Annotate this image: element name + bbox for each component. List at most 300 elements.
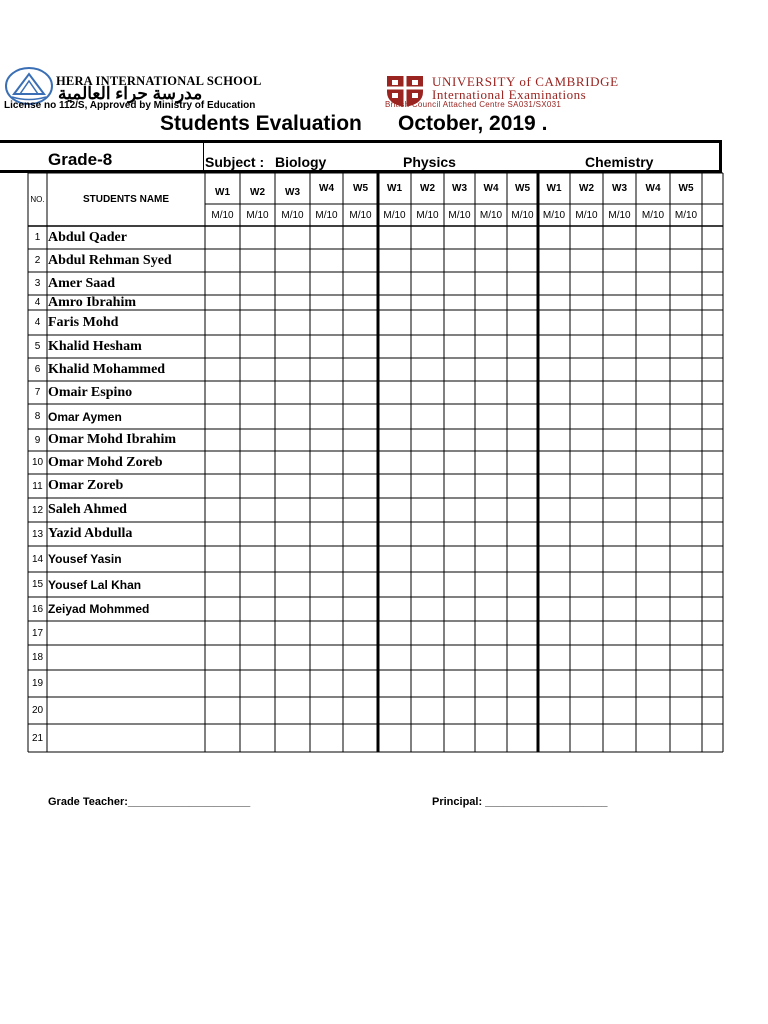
- mark-cell[interactable]: [475, 697, 507, 724]
- mark-cell[interactable]: [570, 724, 603, 752]
- mark-cell[interactable]: [310, 597, 343, 621]
- mark-cell[interactable]: [538, 381, 570, 404]
- mark-cell[interactable]: [570, 381, 603, 404]
- mark-cell[interactable]: [702, 474, 723, 498]
- mark-cell[interactable]: [570, 597, 603, 621]
- mark-cell[interactable]: [444, 572, 475, 597]
- mark-cell[interactable]: [240, 474, 275, 498]
- mark-cell[interactable]: [310, 645, 343, 670]
- mark-cell[interactable]: [240, 645, 275, 670]
- mark-cell[interactable]: [310, 249, 343, 272]
- mark-cell[interactable]: [603, 295, 636, 310]
- mark-cell[interactable]: [538, 272, 570, 295]
- mark-cell[interactable]: [444, 310, 475, 335]
- mark-cell[interactable]: [702, 597, 723, 621]
- mark-cell[interactable]: [378, 597, 411, 621]
- mark-cell[interactable]: [275, 381, 310, 404]
- mark-cell[interactable]: [603, 335, 636, 358]
- mark-cell[interactable]: [670, 272, 702, 295]
- mark-cell[interactable]: [205, 310, 240, 335]
- mark-cell[interactable]: [378, 404, 411, 429]
- mark-cell[interactable]: [411, 310, 444, 335]
- mark-cell[interactable]: [570, 572, 603, 597]
- mark-cell[interactable]: [507, 451, 538, 474]
- mark-cell[interactable]: [411, 381, 444, 404]
- mark-cell[interactable]: [310, 522, 343, 546]
- mark-cell[interactable]: [343, 404, 378, 429]
- mark-cell[interactable]: [310, 310, 343, 335]
- mark-cell[interactable]: [538, 597, 570, 621]
- mark-cell[interactable]: [570, 474, 603, 498]
- mark-cell[interactable]: [507, 358, 538, 381]
- mark-cell[interactable]: [411, 670, 444, 697]
- mark-cell[interactable]: [670, 597, 702, 621]
- mark-cell[interactable]: [275, 522, 310, 546]
- mark-cell[interactable]: [444, 381, 475, 404]
- mark-cell[interactable]: [240, 621, 275, 645]
- mark-cell[interactable]: [275, 295, 310, 310]
- mark-cell[interactable]: [411, 522, 444, 546]
- mark-cell[interactable]: [507, 295, 538, 310]
- mark-cell[interactable]: [507, 522, 538, 546]
- mark-cell[interactable]: [343, 310, 378, 335]
- mark-cell[interactable]: [570, 697, 603, 724]
- mark-cell[interactable]: [475, 272, 507, 295]
- mark-cell[interactable]: [570, 621, 603, 645]
- mark-cell[interactable]: [570, 498, 603, 522]
- mark-cell[interactable]: [411, 724, 444, 752]
- mark-cell[interactable]: [670, 645, 702, 670]
- mark-cell[interactable]: [702, 621, 723, 645]
- mark-cell[interactable]: [636, 498, 670, 522]
- mark-cell[interactable]: [636, 546, 670, 572]
- mark-cell[interactable]: [670, 226, 702, 249]
- mark-cell[interactable]: [475, 249, 507, 272]
- mark-cell[interactable]: [310, 358, 343, 381]
- mark-cell[interactable]: [507, 645, 538, 670]
- mark-cell[interactable]: [378, 335, 411, 358]
- mark-cell[interactable]: [570, 358, 603, 381]
- mark-cell[interactable]: [343, 645, 378, 670]
- mark-cell[interactable]: [636, 335, 670, 358]
- mark-cell[interactable]: [444, 404, 475, 429]
- mark-cell[interactable]: [475, 724, 507, 752]
- mark-cell[interactable]: [240, 522, 275, 546]
- mark-cell[interactable]: [538, 697, 570, 724]
- mark-cell[interactable]: [507, 404, 538, 429]
- mark-cell[interactable]: [702, 404, 723, 429]
- mark-cell[interactable]: [507, 310, 538, 335]
- mark-cell[interactable]: [603, 670, 636, 697]
- mark-cell[interactable]: [702, 226, 723, 249]
- mark-cell[interactable]: [240, 597, 275, 621]
- mark-cell[interactable]: [603, 249, 636, 272]
- mark-cell[interactable]: [310, 272, 343, 295]
- mark-cell[interactable]: [343, 358, 378, 381]
- mark-cell[interactable]: [570, 295, 603, 310]
- mark-cell[interactable]: [240, 272, 275, 295]
- mark-cell[interactable]: [378, 572, 411, 597]
- mark-cell[interactable]: [343, 597, 378, 621]
- mark-cell[interactable]: [538, 498, 570, 522]
- mark-cell[interactable]: [570, 645, 603, 670]
- mark-cell[interactable]: [240, 358, 275, 381]
- mark-cell[interactable]: [636, 621, 670, 645]
- mark-cell[interactable]: [310, 404, 343, 429]
- mark-cell[interactable]: [636, 358, 670, 381]
- mark-cell[interactable]: [670, 249, 702, 272]
- mark-cell[interactable]: [444, 621, 475, 645]
- mark-cell[interactable]: [310, 621, 343, 645]
- mark-cell[interactable]: [603, 498, 636, 522]
- mark-cell[interactable]: [538, 621, 570, 645]
- mark-cell[interactable]: [636, 249, 670, 272]
- mark-cell[interactable]: [538, 645, 570, 670]
- mark-cell[interactable]: [507, 621, 538, 645]
- mark-cell[interactable]: [378, 249, 411, 272]
- mark-cell[interactable]: [378, 498, 411, 522]
- mark-cell[interactable]: [205, 546, 240, 572]
- mark-cell[interactable]: [240, 724, 275, 752]
- mark-cell[interactable]: [240, 404, 275, 429]
- mark-cell[interactable]: [507, 249, 538, 272]
- mark-cell[interactable]: [205, 451, 240, 474]
- mark-cell[interactable]: [411, 335, 444, 358]
- mark-cell[interactable]: [570, 429, 603, 451]
- mark-cell[interactable]: [507, 335, 538, 358]
- mark-cell[interactable]: [378, 310, 411, 335]
- mark-cell[interactable]: [240, 226, 275, 249]
- mark-cell[interactable]: [411, 474, 444, 498]
- mark-cell[interactable]: [240, 670, 275, 697]
- mark-cell[interactable]: [538, 226, 570, 249]
- mark-cell[interactable]: [636, 381, 670, 404]
- mark-cell[interactable]: [670, 724, 702, 752]
- mark-cell[interactable]: [475, 226, 507, 249]
- mark-cell[interactable]: [444, 597, 475, 621]
- mark-cell[interactable]: [205, 272, 240, 295]
- mark-cell[interactable]: [275, 597, 310, 621]
- mark-cell[interactable]: [702, 358, 723, 381]
- mark-cell[interactable]: [538, 358, 570, 381]
- mark-cell[interactable]: [603, 451, 636, 474]
- mark-cell[interactable]: [444, 226, 475, 249]
- mark-cell[interactable]: [636, 272, 670, 295]
- mark-cell[interactable]: [702, 522, 723, 546]
- mark-cell[interactable]: [603, 572, 636, 597]
- mark-cell[interactable]: [603, 621, 636, 645]
- mark-cell[interactable]: [670, 697, 702, 724]
- mark-cell[interactable]: [310, 474, 343, 498]
- mark-cell[interactable]: [475, 335, 507, 358]
- mark-cell[interactable]: [444, 249, 475, 272]
- mark-cell[interactable]: [702, 272, 723, 295]
- mark-cell[interactable]: [475, 670, 507, 697]
- mark-cell[interactable]: [343, 226, 378, 249]
- mark-cell[interactable]: [603, 522, 636, 546]
- mark-cell[interactable]: [570, 670, 603, 697]
- mark-cell[interactable]: [636, 295, 670, 310]
- mark-cell[interactable]: [570, 546, 603, 572]
- mark-cell[interactable]: [444, 724, 475, 752]
- mark-cell[interactable]: [240, 697, 275, 724]
- mark-cell[interactable]: [411, 546, 444, 572]
- mark-cell[interactable]: [702, 697, 723, 724]
- mark-cell[interactable]: [343, 249, 378, 272]
- mark-cell[interactable]: [702, 451, 723, 474]
- mark-cell[interactable]: [444, 272, 475, 295]
- mark-cell[interactable]: [310, 572, 343, 597]
- mark-cell[interactable]: [310, 226, 343, 249]
- mark-cell[interactable]: [343, 498, 378, 522]
- mark-cell[interactable]: [310, 295, 343, 310]
- mark-cell[interactable]: [444, 295, 475, 310]
- mark-cell[interactable]: [475, 381, 507, 404]
- mark-cell[interactable]: [603, 404, 636, 429]
- mark-cell[interactable]: [205, 670, 240, 697]
- mark-cell[interactable]: [240, 295, 275, 310]
- mark-cell[interactable]: [507, 697, 538, 724]
- mark-cell[interactable]: [444, 335, 475, 358]
- mark-cell[interactable]: [570, 310, 603, 335]
- mark-cell[interactable]: [205, 724, 240, 752]
- mark-cell[interactable]: [411, 621, 444, 645]
- mark-cell[interactable]: [411, 498, 444, 522]
- mark-cell[interactable]: [411, 272, 444, 295]
- mark-cell[interactable]: [343, 381, 378, 404]
- mark-cell[interactable]: [603, 226, 636, 249]
- mark-cell[interactable]: [538, 546, 570, 572]
- mark-cell[interactable]: [702, 724, 723, 752]
- mark-cell[interactable]: [636, 310, 670, 335]
- mark-cell[interactable]: [343, 522, 378, 546]
- mark-cell[interactable]: [343, 697, 378, 724]
- mark-cell[interactable]: [702, 572, 723, 597]
- mark-cell[interactable]: [538, 572, 570, 597]
- mark-cell[interactable]: [205, 697, 240, 724]
- mark-cell[interactable]: [538, 429, 570, 451]
- mark-cell[interactable]: [444, 546, 475, 572]
- mark-cell[interactable]: [275, 451, 310, 474]
- mark-cell[interactable]: [507, 572, 538, 597]
- mark-cell[interactable]: [702, 381, 723, 404]
- mark-cell[interactable]: [343, 451, 378, 474]
- mark-cell[interactable]: [507, 272, 538, 295]
- mark-cell[interactable]: [570, 272, 603, 295]
- mark-cell[interactable]: [603, 310, 636, 335]
- mark-cell[interactable]: [240, 335, 275, 358]
- mark-cell[interactable]: [636, 597, 670, 621]
- mark-cell[interactable]: [538, 404, 570, 429]
- mark-cell[interactable]: [670, 546, 702, 572]
- mark-cell[interactable]: [670, 358, 702, 381]
- mark-cell[interactable]: [310, 498, 343, 522]
- mark-cell[interactable]: [636, 404, 670, 429]
- mark-cell[interactable]: [343, 572, 378, 597]
- mark-cell[interactable]: [538, 670, 570, 697]
- mark-cell[interactable]: [570, 522, 603, 546]
- mark-cell[interactable]: [702, 546, 723, 572]
- mark-cell[interactable]: [275, 358, 310, 381]
- mark-cell[interactable]: [603, 272, 636, 295]
- mark-cell[interactable]: [378, 621, 411, 645]
- mark-cell[interactable]: [603, 697, 636, 724]
- mark-cell[interactable]: [275, 474, 310, 498]
- mark-cell[interactable]: [378, 522, 411, 546]
- mark-cell[interactable]: [444, 451, 475, 474]
- mark-cell[interactable]: [275, 226, 310, 249]
- mark-cell[interactable]: [275, 272, 310, 295]
- mark-cell[interactable]: [240, 572, 275, 597]
- mark-cell[interactable]: [205, 335, 240, 358]
- mark-cell[interactable]: [702, 295, 723, 310]
- mark-cell[interactable]: [205, 381, 240, 404]
- mark-cell[interactable]: [411, 429, 444, 451]
- mark-cell[interactable]: [507, 226, 538, 249]
- mark-cell[interactable]: [702, 498, 723, 522]
- mark-cell[interactable]: [670, 404, 702, 429]
- mark-cell[interactable]: [444, 358, 475, 381]
- mark-cell[interactable]: [636, 451, 670, 474]
- mark-cell[interactable]: [636, 226, 670, 249]
- mark-cell[interactable]: [475, 572, 507, 597]
- mark-cell[interactable]: [205, 226, 240, 249]
- mark-cell[interactable]: [240, 429, 275, 451]
- mark-cell[interactable]: [205, 572, 240, 597]
- mark-cell[interactable]: [343, 670, 378, 697]
- mark-cell[interactable]: [636, 474, 670, 498]
- mark-cell[interactable]: [570, 226, 603, 249]
- mark-cell[interactable]: [444, 429, 475, 451]
- mark-cell[interactable]: [343, 724, 378, 752]
- mark-cell[interactable]: [670, 522, 702, 546]
- mark-cell[interactable]: [507, 381, 538, 404]
- mark-cell[interactable]: [636, 522, 670, 546]
- mark-cell[interactable]: [205, 474, 240, 498]
- mark-cell[interactable]: [670, 621, 702, 645]
- mark-cell[interactable]: [507, 429, 538, 451]
- mark-cell[interactable]: [310, 724, 343, 752]
- mark-cell[interactable]: [205, 522, 240, 546]
- mark-cell[interactable]: [538, 451, 570, 474]
- mark-cell[interactable]: [343, 272, 378, 295]
- mark-cell[interactable]: [444, 498, 475, 522]
- mark-cell[interactable]: [275, 670, 310, 697]
- mark-cell[interactable]: [343, 429, 378, 451]
- mark-cell[interactable]: [603, 645, 636, 670]
- mark-cell[interactable]: [378, 474, 411, 498]
- mark-cell[interactable]: [411, 451, 444, 474]
- mark-cell[interactable]: [411, 645, 444, 670]
- mark-cell[interactable]: [205, 358, 240, 381]
- mark-cell[interactable]: [378, 358, 411, 381]
- mark-cell[interactable]: [411, 249, 444, 272]
- mark-cell[interactable]: [378, 295, 411, 310]
- mark-cell[interactable]: [240, 249, 275, 272]
- mark-cell[interactable]: [475, 546, 507, 572]
- mark-cell[interactable]: [378, 724, 411, 752]
- mark-cell[interactable]: [636, 645, 670, 670]
- mark-cell[interactable]: [507, 546, 538, 572]
- mark-cell[interactable]: [205, 597, 240, 621]
- mark-cell[interactable]: [670, 498, 702, 522]
- mark-cell[interactable]: [636, 670, 670, 697]
- mark-cell[interactable]: [275, 498, 310, 522]
- mark-cell[interactable]: [538, 474, 570, 498]
- mark-cell[interactable]: [411, 358, 444, 381]
- mark-cell[interactable]: [570, 335, 603, 358]
- mark-cell[interactable]: [411, 697, 444, 724]
- mark-cell[interactable]: [378, 226, 411, 249]
- mark-cell[interactable]: [275, 697, 310, 724]
- mark-cell[interactable]: [475, 310, 507, 335]
- mark-cell[interactable]: [411, 295, 444, 310]
- mark-cell[interactable]: [670, 572, 702, 597]
- mark-cell[interactable]: [603, 429, 636, 451]
- mark-cell[interactable]: [275, 546, 310, 572]
- mark-cell[interactable]: [603, 546, 636, 572]
- mark-cell[interactable]: [538, 522, 570, 546]
- mark-cell[interactable]: [378, 451, 411, 474]
- mark-cell[interactable]: [275, 621, 310, 645]
- mark-cell[interactable]: [538, 295, 570, 310]
- mark-cell[interactable]: [702, 249, 723, 272]
- mark-cell[interactable]: [444, 670, 475, 697]
- mark-cell[interactable]: [444, 697, 475, 724]
- mark-cell[interactable]: [240, 451, 275, 474]
- mark-cell[interactable]: [507, 724, 538, 752]
- mark-cell[interactable]: [411, 572, 444, 597]
- mark-cell[interactable]: [310, 697, 343, 724]
- mark-cell[interactable]: [702, 645, 723, 670]
- mark-cell[interactable]: [475, 404, 507, 429]
- mark-cell[interactable]: [343, 546, 378, 572]
- mark-cell[interactable]: [570, 249, 603, 272]
- mark-cell[interactable]: [378, 429, 411, 451]
- mark-cell[interactable]: [507, 498, 538, 522]
- mark-cell[interactable]: [240, 498, 275, 522]
- mark-cell[interactable]: [205, 404, 240, 429]
- mark-cell[interactable]: [310, 451, 343, 474]
- mark-cell[interactable]: [444, 522, 475, 546]
- mark-cell[interactable]: [670, 381, 702, 404]
- mark-cell[interactable]: [702, 335, 723, 358]
- mark-cell[interactable]: [475, 645, 507, 670]
- mark-cell[interactable]: [343, 621, 378, 645]
- mark-cell[interactable]: [670, 474, 702, 498]
- mark-cell[interactable]: [475, 522, 507, 546]
- mark-cell[interactable]: [411, 404, 444, 429]
- mark-cell[interactable]: [507, 597, 538, 621]
- mark-cell[interactable]: [275, 404, 310, 429]
- mark-cell[interactable]: [538, 724, 570, 752]
- mark-cell[interactable]: [205, 249, 240, 272]
- mark-cell[interactable]: [636, 429, 670, 451]
- mark-cell[interactable]: [538, 335, 570, 358]
- mark-cell[interactable]: [275, 645, 310, 670]
- mark-cell[interactable]: [475, 358, 507, 381]
- mark-cell[interactable]: [636, 572, 670, 597]
- mark-cell[interactable]: [670, 451, 702, 474]
- mark-cell[interactable]: [475, 474, 507, 498]
- mark-cell[interactable]: [570, 451, 603, 474]
- mark-cell[interactable]: [702, 310, 723, 335]
- mark-cell[interactable]: [411, 226, 444, 249]
- mark-cell[interactable]: [603, 724, 636, 752]
- mark-cell[interactable]: [702, 670, 723, 697]
- mark-cell[interactable]: [205, 295, 240, 310]
- mark-cell[interactable]: [475, 451, 507, 474]
